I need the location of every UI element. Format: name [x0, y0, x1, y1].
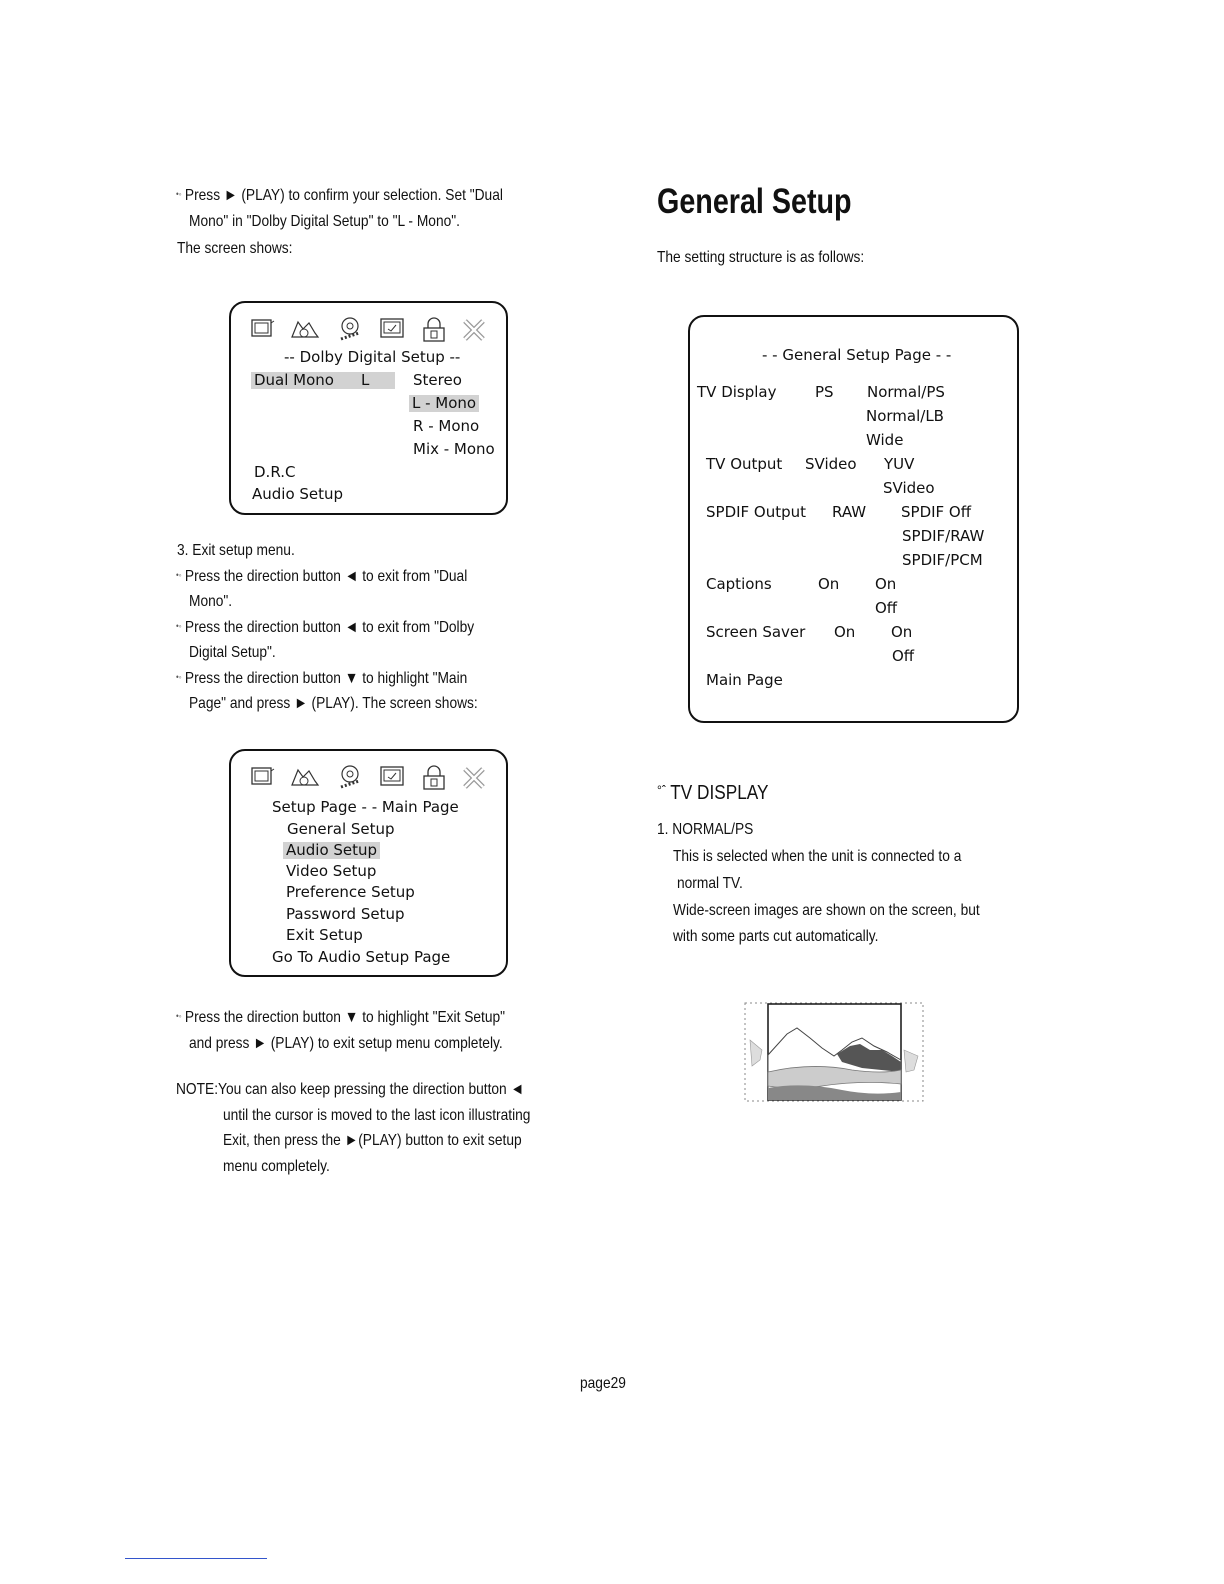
intro-line-1: •◦ Press ► (PLAY) to confirm your selection. Set "Dual: [176, 187, 503, 204]
note-line-2: until the cursor is moved to the last icon illustrating: [223, 1107, 531, 1124]
structure-intro: The setting structure is as follows:: [657, 249, 865, 266]
bullet-2-line-2: Digital Setup".: [189, 644, 276, 661]
speaker-icon: [289, 765, 321, 789]
bullet-4-line-1: •◦ Press the direction button ▼ to highlight "Exit Setup": [176, 1009, 506, 1026]
setup-icon-bar: [251, 317, 487, 343]
para-2-line-2: with some parts cut automatically.: [673, 928, 879, 945]
intro-line-3: The screen shows:: [177, 240, 293, 257]
screen-saver-current: On: [834, 623, 856, 641]
menu-general-setup[interactable]: General Setup: [287, 820, 395, 838]
audio-setup-item[interactable]: Audio Setup: [252, 485, 344, 503]
film-reel-icon: [335, 317, 365, 341]
tv-display-current: PS: [815, 383, 834, 401]
spdif-opt-off[interactable]: SPDIF Off: [901, 503, 972, 521]
dual-mono-label: Dual Mono: [254, 371, 334, 389]
bullet-2-line-1: •◦ Press the direction button ◄ to exit from "Dolby: [176, 619, 475, 636]
spdif-output-label[interactable]: SPDIF Output: [706, 503, 807, 521]
menu-exit-setup[interactable]: Exit Setup: [286, 926, 363, 944]
bullet-1-line-2: Mono".: [189, 593, 233, 610]
tv-icon: [251, 317, 275, 339]
note-line-3: Exit, then press the ►(PLAY) button to exit setup: [223, 1132, 522, 1149]
para-2-line-1: Wide-screen images are shown on the screen, but: [673, 902, 980, 919]
screen-saver-opt-on[interactable]: On: [891, 623, 913, 641]
section-marker: °ˆ: [657, 782, 666, 798]
spdif-opt-raw[interactable]: SPDIF/RAW: [902, 527, 985, 545]
option-l-mono[interactable]: L - Mono: [409, 395, 479, 412]
para-1-line-2: normal TV.: [677, 875, 743, 892]
item-normal-ps: 1. NORMAL/PS: [657, 821, 754, 838]
go-to-audio-setup-page: Go To Audio Setup Page: [272, 948, 451, 966]
step-3: 3. Exit setup menu.: [177, 542, 295, 559]
option-stereo[interactable]: Stereo: [413, 371, 462, 389]
captions-opt-on[interactable]: On: [875, 575, 897, 593]
monitor-icon: [379, 765, 407, 789]
bullet-icon: •◦: [176, 672, 182, 682]
screen-saver-label[interactable]: Screen Saver: [706, 623, 806, 641]
tv-output-opt-svideo[interactable]: SVideo: [883, 479, 935, 497]
tv-display-opt-normal-lb[interactable]: Normal/LB: [866, 407, 944, 425]
dual-mono-value: L: [361, 371, 370, 389]
film-reel-icon: [335, 765, 365, 789]
menu-audio-setup[interactable]: Audio Setup: [283, 842, 380, 859]
setup-icon-bar: [251, 765, 487, 791]
page-title: General Setup: [657, 182, 852, 221]
menu-video-setup[interactable]: Video Setup: [286, 862, 377, 880]
captions-opt-off[interactable]: Off: [875, 599, 898, 617]
speaker-icon: [289, 317, 321, 341]
note-line-1: NOTE:You can also keep pressing the direction button ◄: [176, 1081, 525, 1098]
drc-item[interactable]: D.R.C: [254, 463, 296, 481]
bullet-icon: •◦: [176, 189, 182, 199]
bullet-4-line-2: and press ► (PLAY) to exit setup menu completely.: [189, 1035, 503, 1052]
option-r-mono[interactable]: R - Mono: [413, 417, 480, 435]
screen-saver-opt-off[interactable]: Off: [892, 647, 915, 665]
tv-icon: [251, 765, 275, 787]
panel-title: - - General Setup Page - -: [762, 346, 952, 364]
lock-icon: [421, 317, 447, 343]
para-1-line-1: This is selected when the unit is connected to a: [673, 848, 962, 865]
footer-rule: [125, 1558, 267, 1559]
bullet-1-line-1: •◦ Press the direction button ◄ to exit from "Dual: [176, 568, 468, 585]
monitor-icon: [379, 317, 407, 341]
dolby-digital-setup-screen: [229, 301, 508, 515]
exit-icon: [461, 317, 487, 343]
exit-icon: [461, 765, 487, 791]
captions-label[interactable]: Captions: [706, 575, 772, 593]
section-heading: [657, 782, 768, 805]
spdif-opt-pcm[interactable]: SPDIF/PCM: [902, 551, 983, 569]
page-number: page29: [580, 1375, 626, 1392]
dual-mono-row[interactable]: [251, 372, 395, 389]
menu-password-setup[interactable]: Password Setup: [286, 905, 405, 923]
intro-line-2: Mono" in "Dolby Digital Setup" to "L - Mono".: [189, 213, 460, 230]
pan-scan-illustration: [742, 1000, 926, 1104]
main-page-screen: [229, 749, 508, 977]
screen1-title: -- Dolby Digital Setup --: [284, 348, 461, 366]
section-title: TV DISPLAY: [670, 782, 769, 804]
main-page-item[interactable]: Main Page: [706, 671, 783, 689]
menu-preference-setup[interactable]: Preference Setup: [286, 883, 415, 901]
bullet-3-line-2: Page" and press ► (PLAY). The screen shows:: [189, 695, 478, 712]
tv-output-label[interactable]: TV Output: [706, 455, 783, 473]
tv-output-current: SVideo: [805, 455, 857, 473]
spdif-output-current: RAW: [832, 503, 867, 521]
tv-display-label[interactable]: TV Display: [697, 383, 777, 401]
bullet-3-line-1: •◦ Press the direction button ▼ to highlight "Main: [176, 670, 468, 687]
bullet-icon: •◦: [176, 1011, 182, 1021]
option-mix-mono[interactable]: Mix - Mono: [413, 440, 495, 458]
tv-display-opt-wide[interactable]: Wide: [866, 431, 904, 449]
screen2-title: Setup Page - - Main Page: [272, 798, 459, 816]
lock-icon: [421, 765, 447, 791]
bullet-icon: •◦: [176, 621, 182, 631]
general-setup-page-panel: [688, 315, 1019, 723]
bullet-icon: •◦: [176, 570, 182, 580]
tv-output-opt-yuv[interactable]: YUV: [884, 455, 915, 473]
captions-current: On: [818, 575, 840, 593]
note-line-4: menu completely.: [223, 1158, 330, 1175]
tv-display-opt-normal-ps[interactable]: Normal/PS: [867, 383, 945, 401]
